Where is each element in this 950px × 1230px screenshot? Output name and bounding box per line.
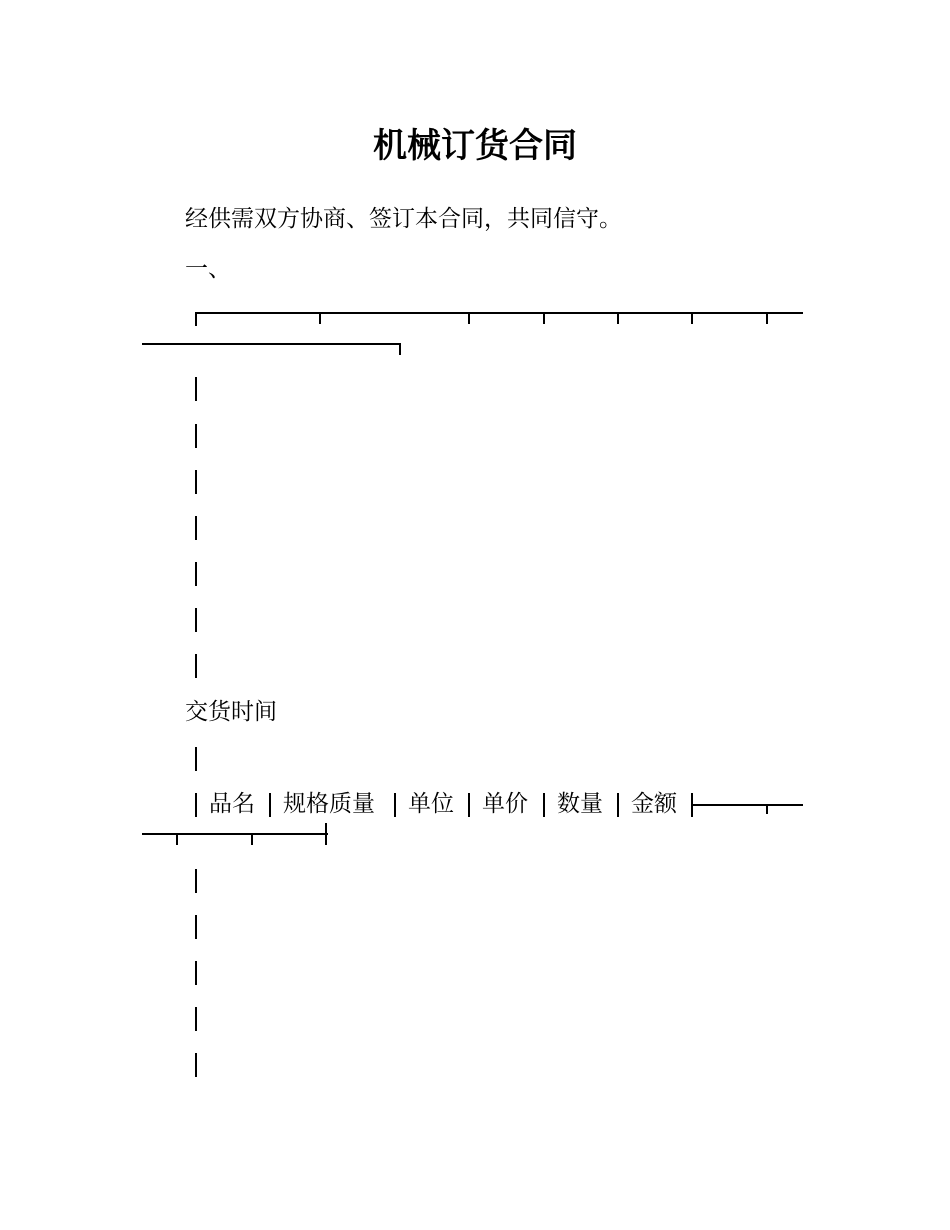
delivery-time-label: 交货时间 (185, 699, 277, 725)
document-title: 机械订货合同 (373, 126, 577, 166)
section-one-heading: 一、 (185, 256, 231, 282)
header-cell-spec: 规格质量 (283, 791, 375, 817)
header-cell-amount: 金额 (631, 791, 677, 817)
table-left-border (195, 747, 197, 771)
header-cell-name: 品名 (209, 791, 255, 817)
header-cell-unit: 单位 (408, 791, 454, 817)
intro-paragraph: 经供需双方协商、签订本合同，共同信守。 (185, 206, 622, 232)
header-cell-price: 单价 (482, 791, 528, 817)
header-cell-quantity: 数量 (557, 791, 603, 817)
